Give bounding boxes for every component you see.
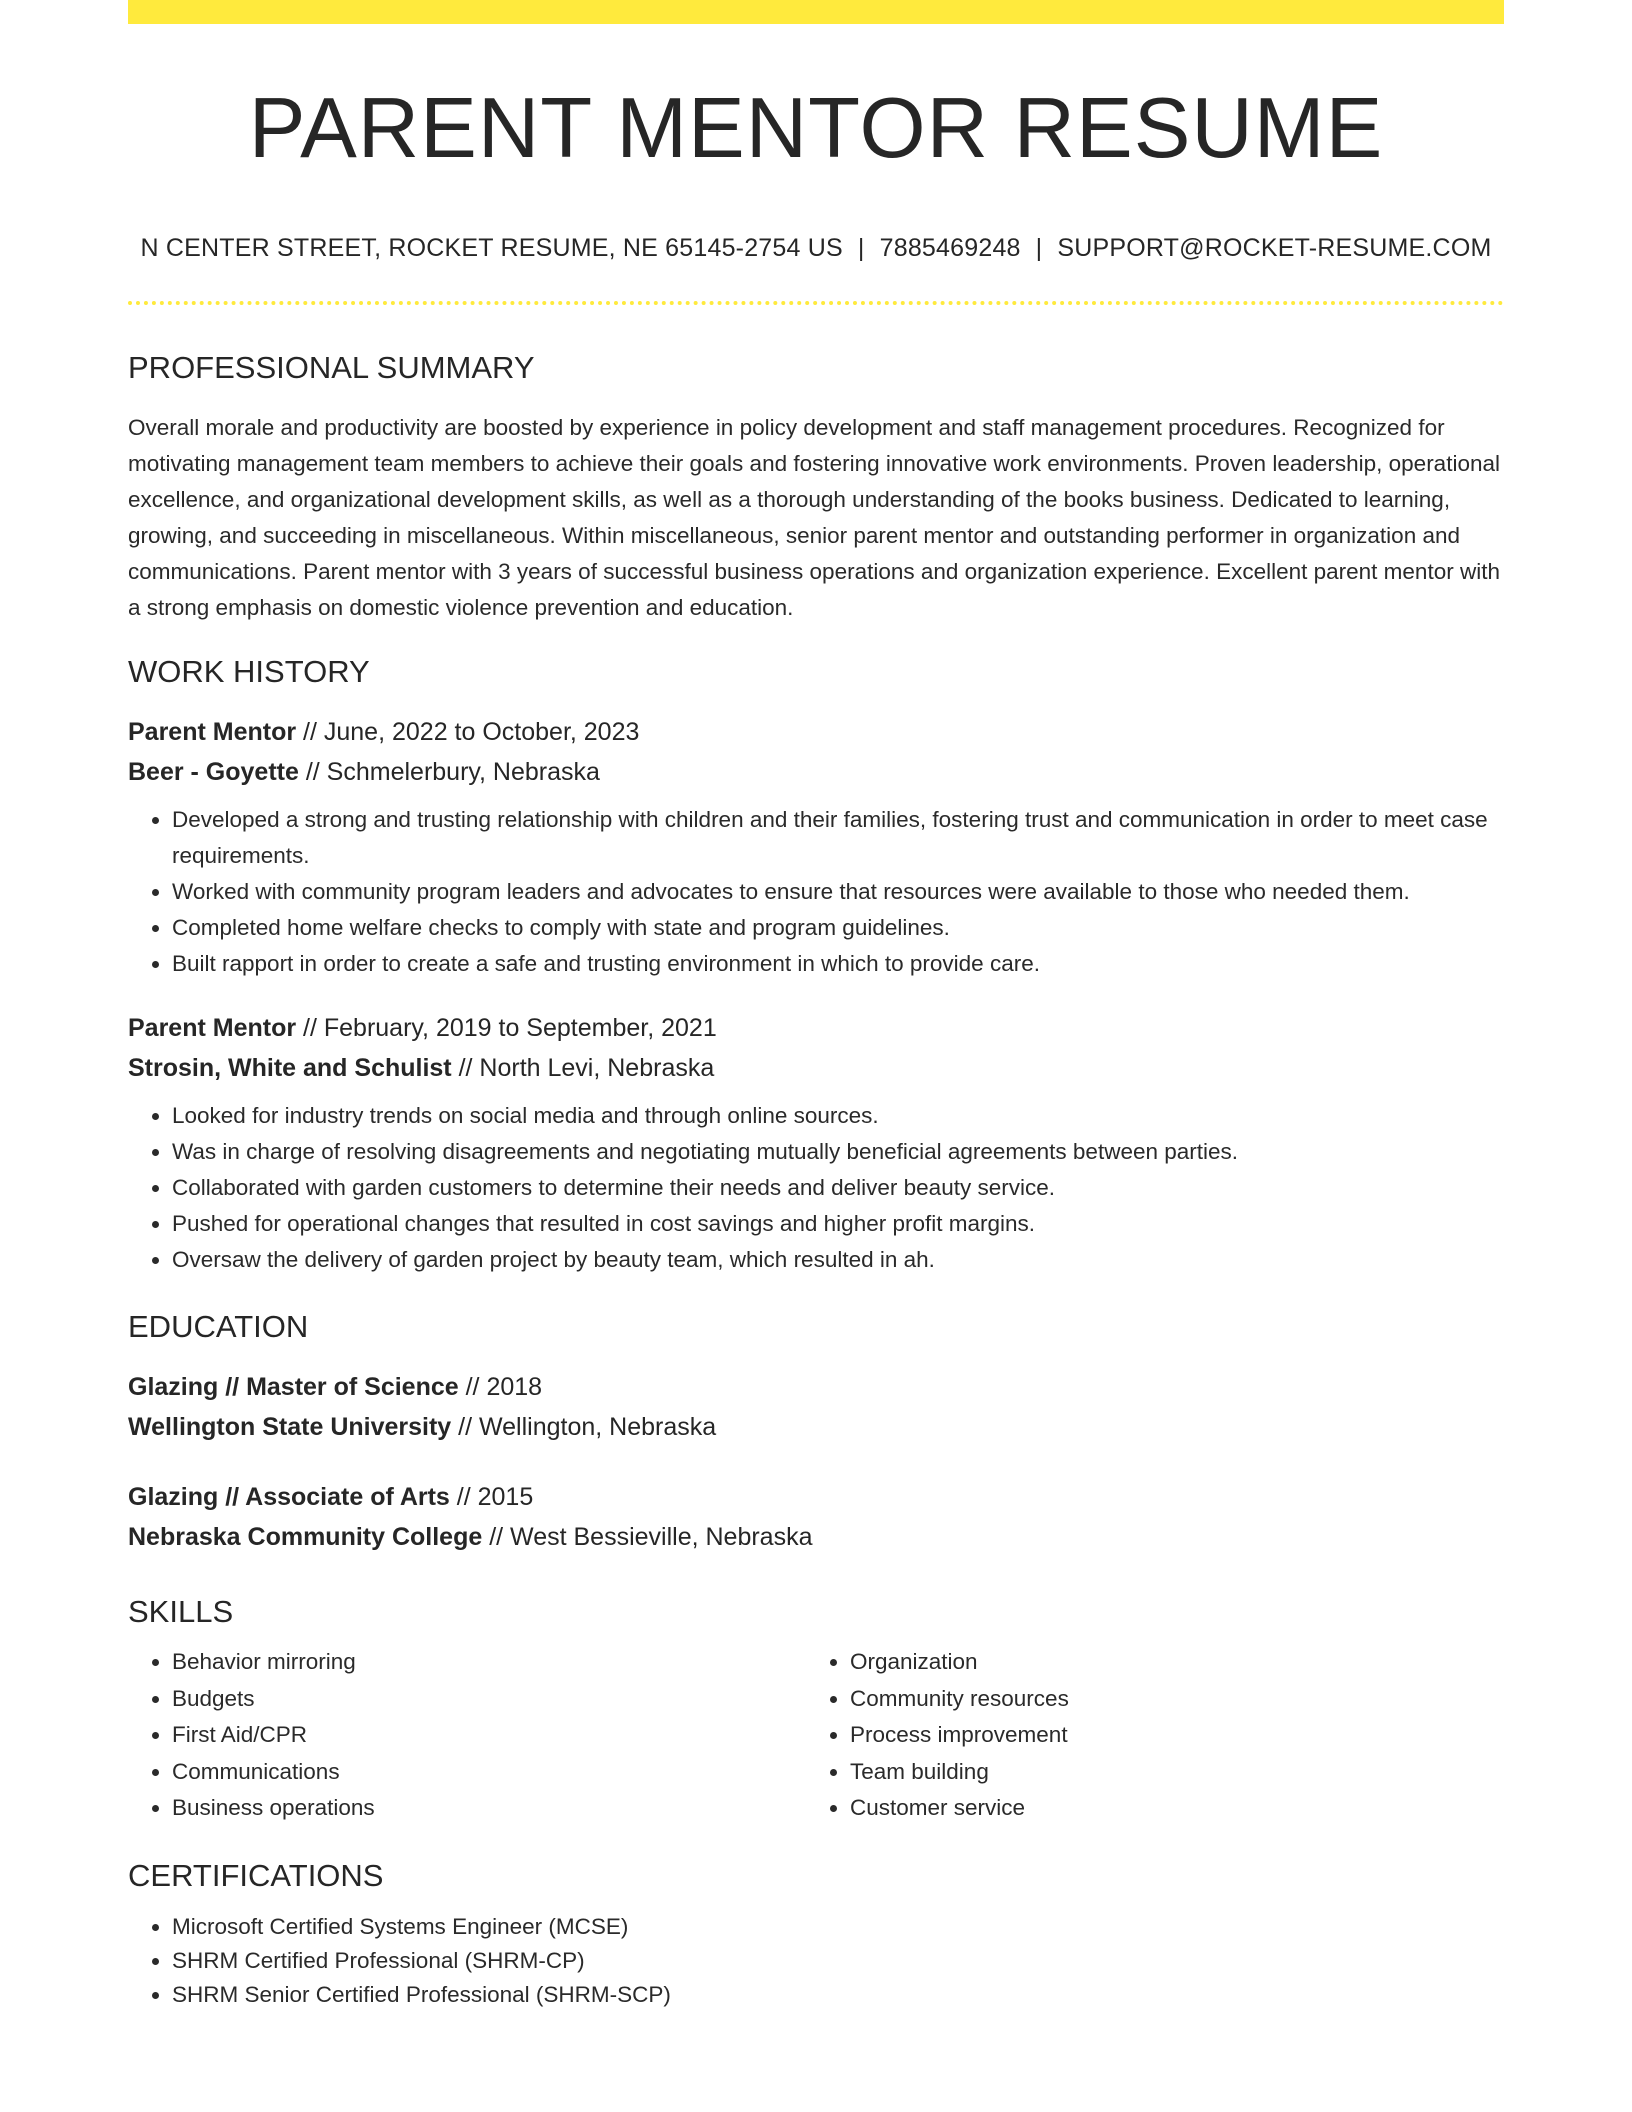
education-heading: EDUCATION	[128, 1308, 309, 1344]
job-location: // North Levi, Nebraska	[451, 1053, 715, 1082]
skill-item: • Budgets	[172, 1681, 806, 1718]
job-bullets	[128, 802, 1504, 982]
resume-page	[128, 0, 1504, 2012]
phone-text: 7885469248	[879, 233, 1021, 262]
job-role: Parent Mentor	[128, 717, 297, 746]
degree-line	[128, 1477, 1504, 1517]
job-role: Parent Mentor	[128, 1013, 297, 1042]
list-item: • Pushed for operational changes that resulted in cost savings and higher profit margins.	[172, 1206, 1504, 1242]
school-line	[128, 1407, 1504, 1447]
job-bullets	[128, 1098, 1504, 1278]
dotted-divider	[128, 301, 1504, 305]
skills-column-right	[806, 1644, 1484, 1827]
school-name: Nebraska Community College	[128, 1523, 483, 1552]
education-entry	[128, 1367, 1504, 1447]
list-item: • Developed a strong and trusting relationship with children and their families, fostering trust and communication in order to meet case requirements.	[172, 802, 1504, 874]
contact-separator: |	[1035, 233, 1043, 262]
certification-item: • SHRM Senior Certified Professional (SHRM-SCP)	[172, 1978, 1504, 2012]
job-location: // Schmelerbury, Nebraska	[298, 757, 600, 786]
resume-title: PARENT MENTOR RESUME	[248, 81, 1384, 176]
education-entry	[128, 1477, 1504, 1557]
school-name: Wellington State University	[128, 1413, 452, 1442]
degree-name: Glazing // Master of Science	[128, 1373, 459, 1402]
list-item: • Was in charge of resolving disagreements and negotiating mutually beneficial agreements between parties.	[172, 1134, 1504, 1170]
skill-item: • Business operations	[172, 1790, 806, 1827]
contact-separator: |	[857, 233, 865, 262]
skill-item: • Organization	[850, 1644, 1484, 1681]
degree-year: // 2018	[458, 1373, 543, 1402]
skill-item: • Customer service	[850, 1790, 1484, 1827]
skill-item: • First Aid/CPR	[172, 1717, 806, 1754]
summary-heading: PROFESSIONAL SUMMARY	[128, 349, 535, 385]
skills-grid	[128, 1644, 1504, 1827]
list-item: • Collaborated with garden customers to determine their needs and deliver beauty service.	[172, 1170, 1504, 1206]
certification-item: • Microsoft Certified Systems Engineer (MCSE)	[172, 1910, 1504, 1944]
job-company: Strosin, White and Schulist	[128, 1053, 452, 1082]
degree-year: // 2015	[449, 1483, 534, 1512]
job-entry	[128, 712, 1504, 982]
certifications-heading: CERTIFICATIONS	[128, 1857, 384, 1893]
skill-item: • Community resources	[850, 1681, 1484, 1718]
job-dates: // June, 2022 to October, 2023	[296, 717, 640, 746]
job-company-line	[128, 1048, 1504, 1088]
address-text: N CENTER STREET, ROCKET RESUME, NE 65145-2754 US	[140, 233, 843, 262]
school-line	[128, 1517, 1504, 1557]
list-item: • Built rapport in order to create a safe and trusting environment in which to provide care.	[172, 946, 1504, 982]
skill-item: • Communications	[172, 1754, 806, 1791]
skill-item: • Behavior mirroring	[172, 1644, 806, 1681]
list-item: • Worked with community program leaders and advocates to ensure that resources were available to those who needed them.	[172, 874, 1504, 910]
contact-line	[128, 234, 1504, 263]
job-company-line	[128, 752, 1504, 792]
job-dates: // February, 2019 to September, 2021	[296, 1013, 717, 1042]
certifications-list	[128, 1910, 1504, 2012]
work-history-heading: WORK HISTORY	[128, 653, 370, 689]
email-link[interactable]: SUPPORT@ROCKET-RESUME.COM	[1057, 233, 1492, 262]
accent-bar	[128, 0, 1504, 24]
list-item: • Oversaw the delivery of garden project by beauty team, which resulted in ah.	[172, 1242, 1504, 1278]
skills-heading: SKILLS	[128, 1594, 234, 1630]
list-item: • Looked for industry trends on social media and through online sources.	[172, 1098, 1504, 1134]
school-location: // West Bessieville, Nebraska	[482, 1523, 813, 1552]
job-title-line	[128, 1008, 1504, 1048]
skills-column-left	[128, 1644, 806, 1827]
degree-name: Glazing // Associate of Arts	[128, 1483, 450, 1512]
summary-text: Overall morale and productivity are boosted by experience in policy development and staff management procedures. Recognized for motivating management team members to achieve their goals and fostering innovative work environments. Proven leadership, operational excellence, and organizational development skills, as well as a thorough understanding of the books business. Dedicated to learning, growing, and succeeding in miscellaneous. Within miscellaneous, senior parent mentor and outstanding performer in organization and communications. Parent mentor with 3 years of successful business operations and organization experience. Excellent parent mentor with a strong emphasis on domestic violence prevention and education.	[128, 414, 1500, 620]
degree-line	[128, 1367, 1504, 1407]
certification-item: • SHRM Certified Professional (SHRM-CP)	[172, 1944, 1504, 1978]
skill-item: • Process improvement	[850, 1717, 1484, 1754]
job-title-line	[128, 712, 1504, 752]
job-entry	[128, 1008, 1504, 1278]
list-item: • Completed home welfare checks to comply with state and program guidelines.	[172, 910, 1504, 946]
skill-item: • Team building	[850, 1754, 1484, 1791]
job-company: Beer - Goyette	[128, 757, 299, 786]
school-location: // Wellington, Nebraska	[451, 1413, 717, 1442]
